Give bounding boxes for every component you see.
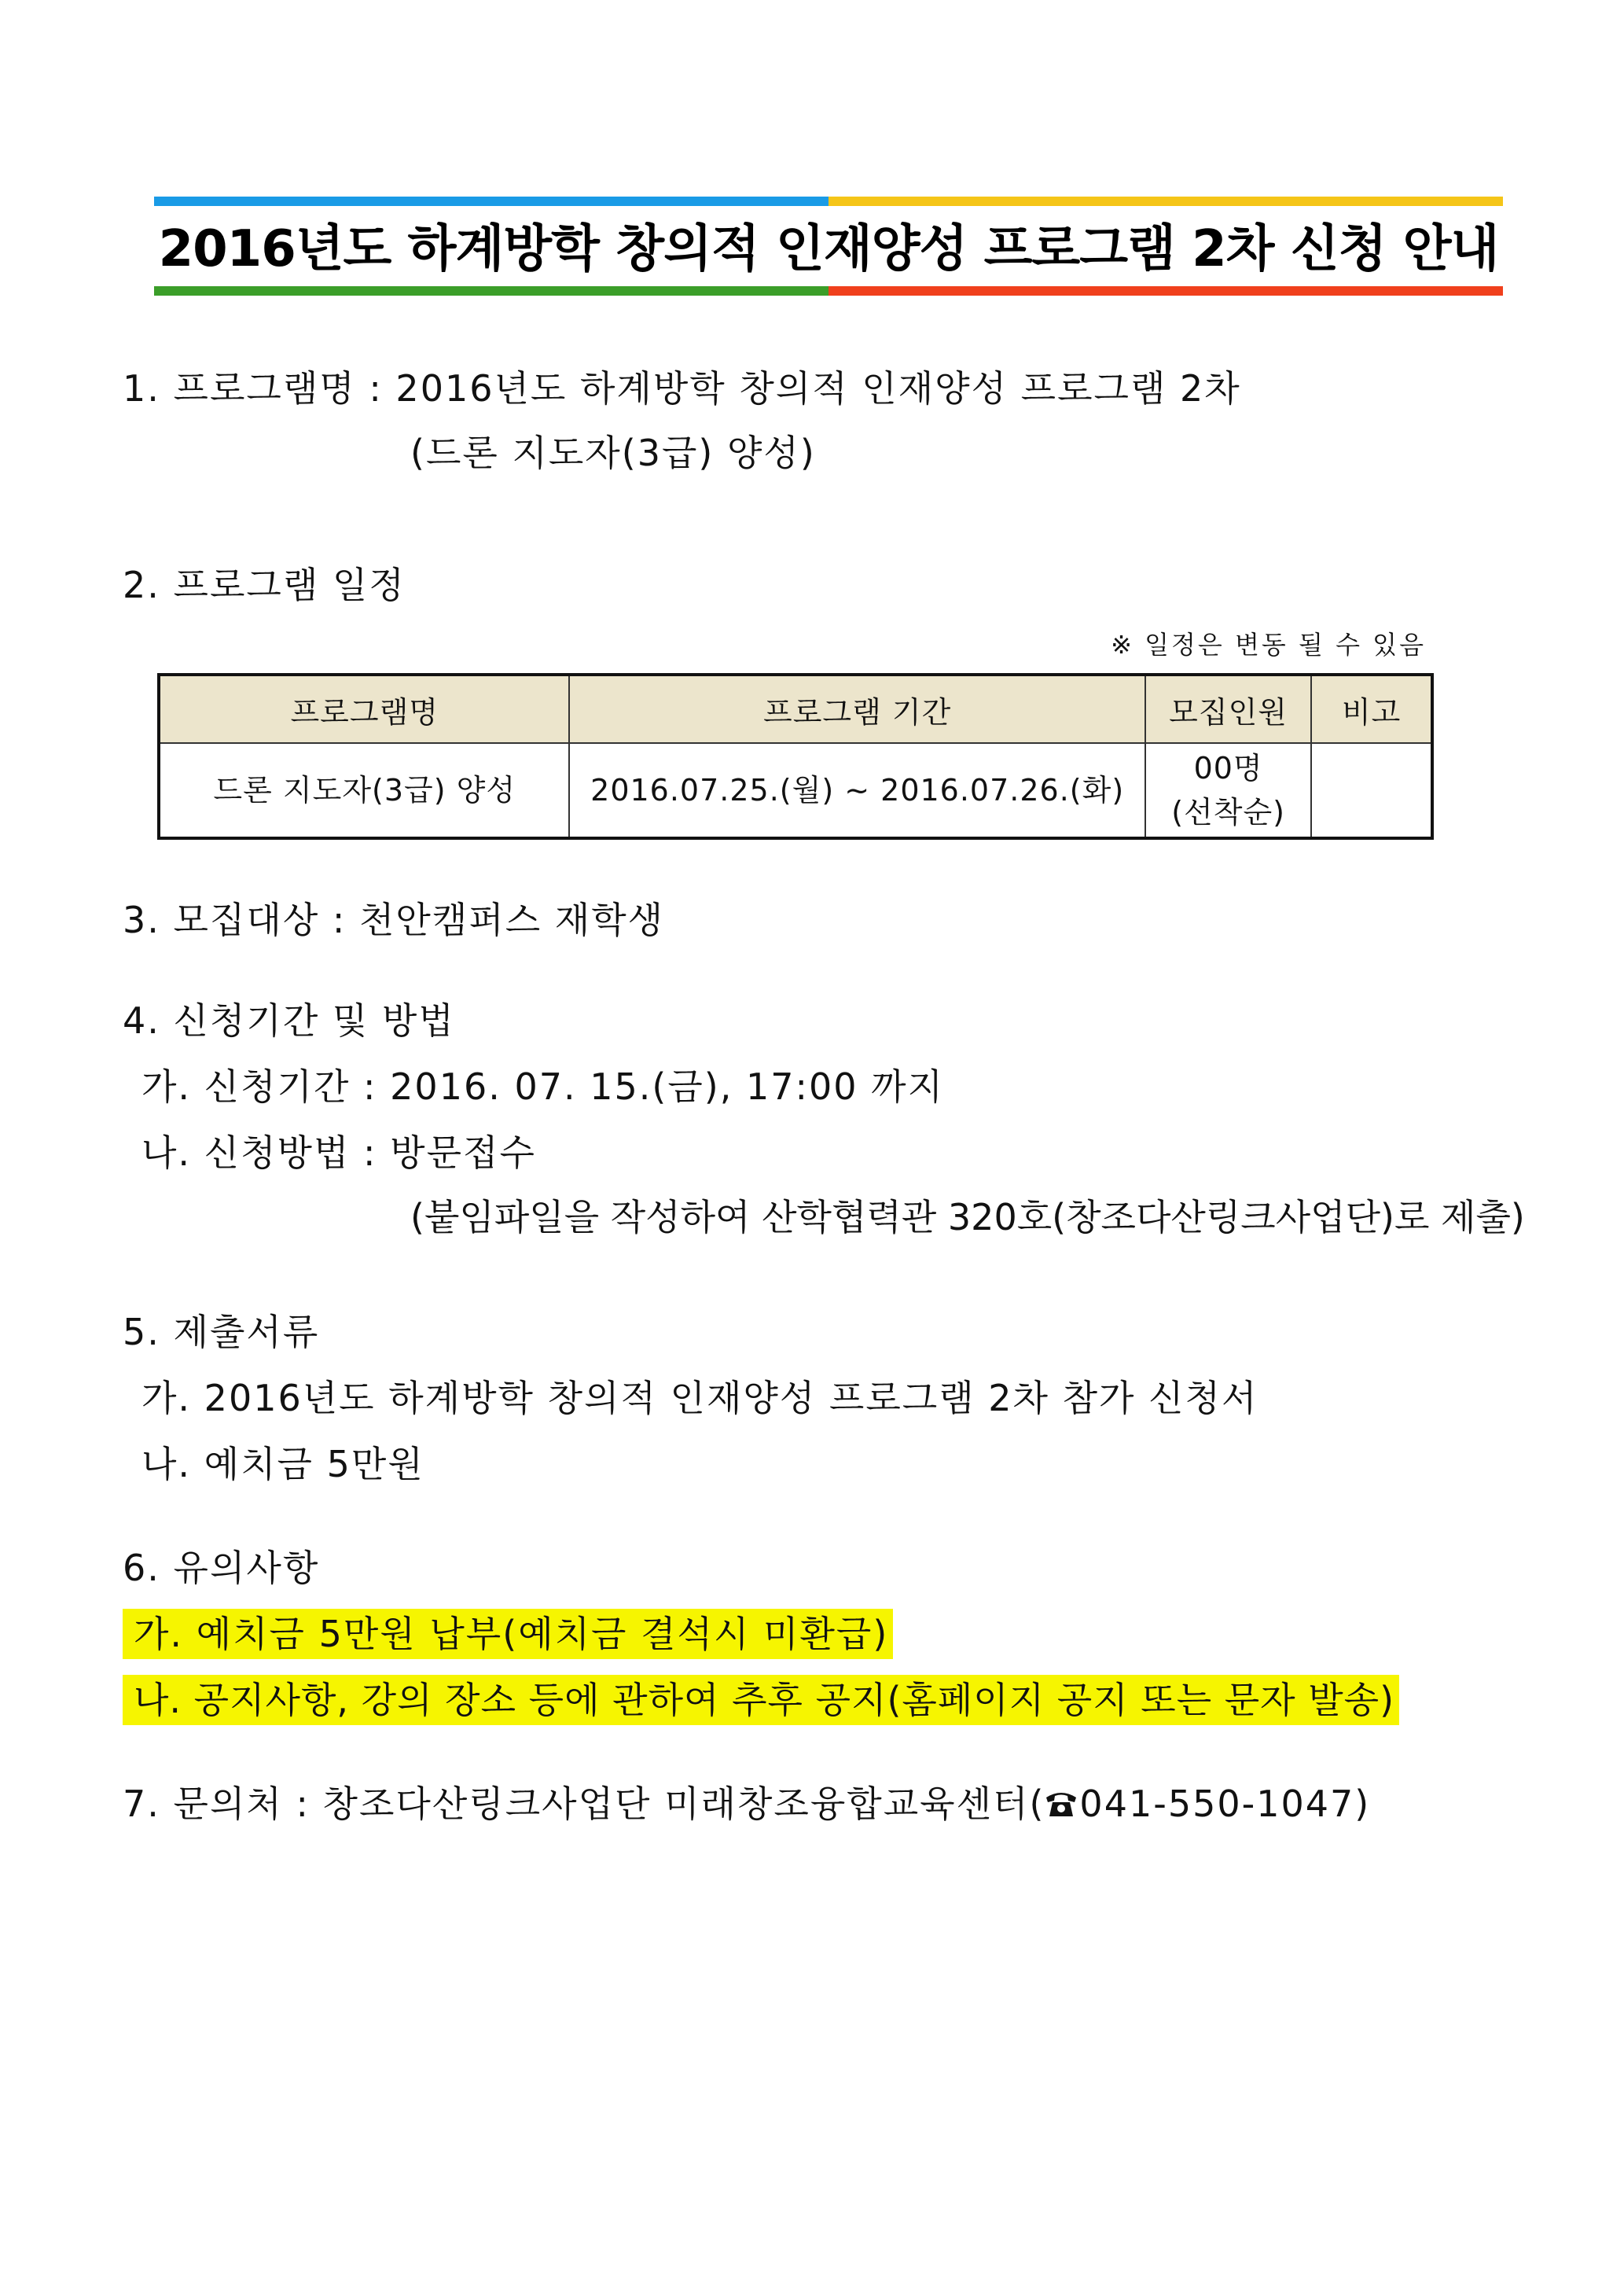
section6-item-a: 가. 예치금 5만원 납부(예치금 결석시 미환급) xyxy=(123,1609,893,1659)
section6-item-b: 나. 공지사항, 강의 장소 등에 관하여 추후 공지(홈페이지 공지 또는 문자 발송) xyxy=(123,1675,1399,1725)
title-bar-bottom-right xyxy=(829,286,1503,296)
quota-note: (선착순) xyxy=(1171,795,1285,830)
cell-remarks xyxy=(1311,743,1432,838)
telephone-icon xyxy=(1045,1782,1078,1813)
page-title: 2016년도 하계방학 창의적 인재양성 프로그램 2차 신청 안내 xyxy=(158,220,1499,278)
section5-item-a: 가. 2016년도 하계방학 창의적 인재양성 프로그램 2차 참가 신청서 xyxy=(141,1377,1258,1419)
quota-value: 00명 xyxy=(1193,751,1263,786)
section2-heading: 2. 프로그램 일정 xyxy=(123,564,406,606)
section4-item-a: 가. 신청기간 : 2016. 07. 15.(금), 17:00 까지 xyxy=(141,1065,945,1108)
section4-item-b-detail: (붙임파일을 작성하여 산학협력관 320호(창조다산링크사업단)로 제출) xyxy=(410,1196,1525,1238)
contact-phone: 041-550-1047) xyxy=(1079,1783,1371,1825)
schedule-table xyxy=(157,673,1434,840)
column-header-remarks: 비고 xyxy=(1311,675,1432,743)
contact-label: 7. 문의처 : 창조다산링크사업단 미래창조융합교육센터( xyxy=(123,1783,1045,1825)
section5-heading: 5. 제출서류 xyxy=(123,1311,320,1353)
schedule-table-header-row xyxy=(159,675,1432,743)
column-header-program-period: 프로그램 기간 xyxy=(569,675,1145,743)
section1-heading: 1. 프로그램명 : 2016년도 하계방학 창의적 인재양성 프로그램 2차 xyxy=(123,367,1241,410)
table-row xyxy=(159,743,1432,838)
section5-item-b: 나. 예치금 5만원 xyxy=(141,1443,424,1485)
section3-heading: 3. 모집대상 : 천안캠퍼스 재학생 xyxy=(123,899,665,941)
section1-continuation: (드론 지도자(3급) 양성) xyxy=(410,432,816,474)
schedule-note: ※ 일정은 변동 될 수 있음 xyxy=(1111,630,1426,660)
section4-heading: 4. 신청기간 및 방법 xyxy=(123,999,455,1042)
title-bar-top-left xyxy=(154,197,829,206)
cell-program-period: 2016.07.25.(월) ~ 2016.07.26.(화) xyxy=(569,743,1145,838)
column-header-program-name: 프로그램명 xyxy=(159,675,569,743)
column-header-quota: 모집인원 xyxy=(1145,675,1311,743)
section6-heading: 6. 유의사항 xyxy=(123,1547,320,1589)
cell-program-name: 드론 지도자(3급) 양성 xyxy=(159,743,569,838)
title-bar-top-right xyxy=(829,197,1503,206)
section4-item-b: 나. 신청방법 : 방문접수 xyxy=(141,1131,536,1174)
section7-contact xyxy=(123,1779,1370,1829)
cell-quota xyxy=(1145,743,1311,838)
title-bar-bottom-left xyxy=(154,286,829,296)
